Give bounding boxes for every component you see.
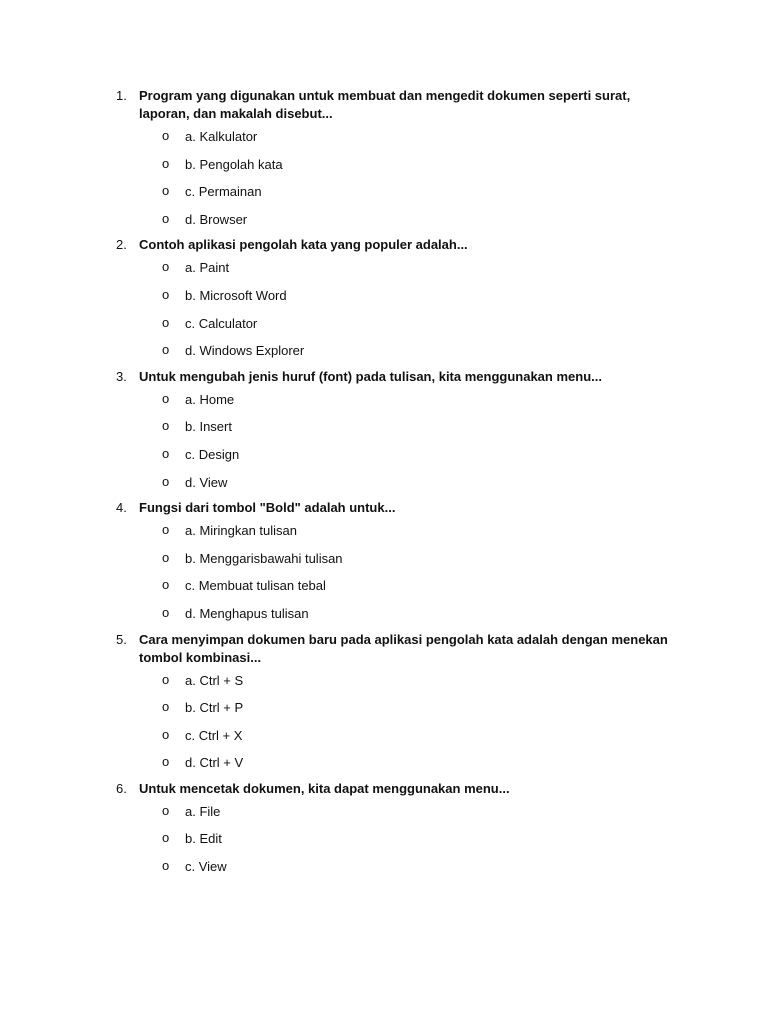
option-text: b. Insert [185,419,232,435]
bullet-icon: o [162,128,170,143]
option-text: c. Membuat tulisan tebal [185,578,326,594]
option-text: d. Browser [185,211,248,227]
option-item [0,517,768,545]
bullet-icon: o [162,390,170,406]
bullet-icon: o [162,699,170,715]
option-text: d. View [185,474,228,490]
question-number: 5. [116,631,127,647]
bullet-icon: o [162,473,170,489]
bullet-icon: o [162,183,170,199]
option-text: a. Miringkan tulisan [185,523,297,539]
bullet-icon: o [162,802,170,818]
question-3 [0,365,768,496]
question-header [0,236,768,254]
option-item [0,123,768,151]
option-text: d. Windows Explorer [185,343,305,359]
question-6 [0,777,768,881]
bullet-icon: o [162,155,170,171]
question-header [0,780,768,798]
option-text: c. View [185,859,227,875]
bullet-icon: o [162,604,170,620]
bullet-icon: o [162,210,170,226]
bullet-icon: o [162,726,170,742]
option-item [0,469,768,497]
question-number: 4. [116,500,127,516]
bullet-icon: o [162,549,170,565]
question-number: 2. [116,237,127,253]
option-item [0,254,768,282]
option-text: c. Calculator [185,315,258,331]
question-number: 1. [116,88,127,103]
question-header [0,368,768,386]
option-text: c. Permainan [185,184,262,200]
option-item [0,337,768,365]
bullet-icon: o [162,445,170,461]
question-header [0,87,768,123]
option-text: a. Ctrl + S [185,672,244,688]
bullet-icon: o [162,577,170,593]
option-item [0,798,768,826]
question-number: 6. [116,780,127,796]
option-item [0,572,768,600]
question-header [0,631,768,667]
option-item [0,722,768,750]
bullet-icon: o [162,342,170,358]
option-item [0,151,768,179]
option-list [0,667,768,777]
bullet-icon: o [162,830,170,846]
option-text: b. Edit [185,831,222,847]
question-5 [0,628,768,777]
option-item [0,667,768,695]
option-item [0,441,768,469]
bullet-icon: o [162,314,170,330]
option-text: a. File [185,803,221,819]
option-item [0,310,768,338]
question-text: Program yang digunakan untuk membuat dan mengedit dokumen seperti surat, laporan, dan makalah disebut... [139,88,631,121]
option-text: a. Kalkulator [185,129,258,144]
quiz-list [0,87,768,881]
option-item [0,825,768,853]
bullet-icon: o [162,259,170,275]
option-text: a. Paint [185,260,230,276]
option-text: c. Ctrl + X [185,727,243,743]
option-text: d. Menghapus tulisan [185,605,309,621]
option-item [0,600,768,628]
question-header [0,499,768,517]
bullet-icon: o [162,522,170,538]
question-2 [0,233,768,364]
option-text: b. Pengolah kata [185,156,283,172]
option-item [0,749,768,777]
option-list [0,386,768,496]
option-item [0,386,768,414]
option-item [0,178,768,206]
bullet-icon: o [162,754,170,770]
question-number: 3. [116,368,127,384]
option-list [0,798,768,881]
question-text: Contoh aplikasi pengolah kata yang populer adalah... [139,237,468,253]
option-item [0,545,768,573]
option-text: b. Menggarisbawahi tulisan [185,550,343,566]
option-text: b. Ctrl + P [185,700,244,716]
option-list [0,123,768,233]
bullet-icon: o [162,286,170,302]
option-item [0,853,768,881]
option-text: b. Microsoft Word [185,287,287,303]
question-4 [0,496,768,627]
option-list [0,517,768,627]
option-text: d. Ctrl + V [185,755,244,771]
question-text: Untuk mencetak dokumen, kita dapat menggunakan menu... [139,780,510,796]
option-item [0,413,768,441]
question-text: Fungsi dari tombol "Bold" adalah untuk... [139,500,396,516]
question-1 [0,87,768,233]
option-item [0,206,768,234]
option-item [0,694,768,722]
bullet-icon: o [162,671,170,687]
option-list [0,254,768,364]
option-text: c. Design [185,446,240,462]
question-text: Cara menyimpan dokumen baru pada aplikasi pengolah kata adalah dengan menekan tombol kombinasi... [139,631,668,665]
option-item [0,282,768,310]
question-text: Untuk mengubah jenis huruf (font) pada tulisan, kita menggunakan menu... [139,368,602,384]
option-text: a. Home [185,391,235,407]
bullet-icon: o [162,858,170,874]
bullet-icon: o [162,418,170,434]
